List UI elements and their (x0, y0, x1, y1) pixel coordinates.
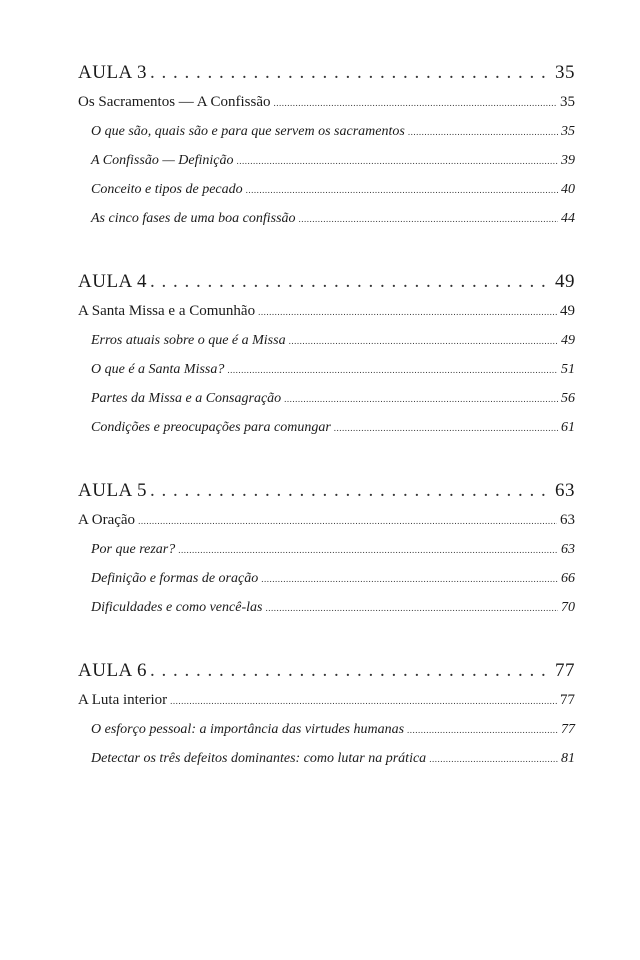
toc-aula-heading (78, 476, 575, 506)
toc-topic-label: Por que rezar? (91, 542, 176, 557)
toc-page-number: 81 (561, 751, 575, 766)
toc-leader-dots (274, 89, 558, 118)
toc-leader-dots (261, 565, 558, 594)
toc-topic (78, 593, 575, 622)
toc-aula-label: AULA 6 (78, 660, 147, 681)
toc-topic (78, 744, 575, 773)
toc-topic (78, 355, 575, 384)
toc-chapter (78, 88, 575, 117)
toc-page-number: 70 (561, 600, 575, 615)
toc-topic-label: A Confissão — Definição (91, 153, 234, 168)
toc-chapter-label: Os Sacramentos — A Confissão (78, 94, 271, 110)
toc-page-number: 49 (561, 333, 575, 348)
toc-leader-dots (407, 716, 558, 745)
toc-topic-label: O que são, quais são e para que servem os sacramentos (91, 124, 405, 139)
toc-aula-heading (78, 58, 575, 88)
toc-topic-label: Definição e formas de oração (91, 571, 259, 586)
toc-page-number: 63 (561, 542, 575, 557)
toc-leader-dots (289, 327, 558, 356)
toc-page-number: 77 (555, 660, 575, 681)
toc-page-number: 63 (560, 512, 575, 528)
toc-topic (78, 413, 575, 442)
toc-topic (78, 204, 575, 233)
toc-page-number: 51 (561, 362, 575, 377)
toc-page-number: 66 (561, 571, 575, 586)
toc-leader-dots (246, 176, 558, 205)
toc-page-number: 63 (555, 480, 575, 501)
toc-leader-dots (150, 476, 552, 506)
toc-topic (78, 564, 575, 593)
toc-leader-dots (284, 385, 558, 414)
toc-topic (78, 326, 575, 355)
toc-page-number: 77 (560, 692, 575, 708)
toc-topic-label: Conceito e tipos de pecado (91, 182, 243, 197)
toc-topic (78, 384, 575, 413)
toc-leader-dots (150, 267, 552, 297)
toc-leader-dots (408, 118, 558, 147)
toc-aula-label: AULA 5 (78, 480, 147, 501)
toc-page-number: 61 (561, 420, 575, 435)
toc-leader-dots (265, 594, 558, 623)
toc-aula-label: AULA 4 (78, 271, 147, 292)
toc-chapter-label: A Oração (78, 512, 136, 528)
toc-leader-dots (138, 507, 557, 536)
toc-topic-label: O esforço pessoal: a importância das virtudes humanas (91, 722, 405, 737)
table-of-contents (78, 58, 575, 807)
toc-page-number: 77 (561, 722, 575, 737)
toc-section-aula-6 (78, 656, 575, 773)
toc-topic-label: Partes da Missa e a Consagração (91, 391, 282, 406)
toc-aula-heading (78, 656, 575, 686)
toc-topic (78, 146, 575, 175)
toc-leader-dots (170, 687, 557, 716)
toc-topic (78, 715, 575, 744)
toc-page-number: 56 (561, 391, 575, 406)
toc-aula-heading (78, 267, 575, 297)
toc-topic-label: Detectar os três defeitos dominantes: como lutar na prática (91, 751, 427, 766)
toc-aula-label: AULA 3 (78, 62, 147, 83)
toc-topic (78, 535, 575, 564)
toc-topic-label: Erros atuais sobre o que é a Missa (91, 333, 286, 348)
toc-leader-dots (258, 298, 557, 327)
toc-leader-dots (150, 58, 552, 88)
toc-section-aula-4 (78, 267, 575, 442)
toc-page-number: 35 (560, 94, 575, 110)
toc-leader-dots (236, 147, 558, 176)
toc-chapter (78, 686, 575, 715)
toc-page-number: 44 (561, 211, 575, 226)
toc-leader-dots (178, 536, 558, 565)
toc-topic-label: As cinco fases de uma boa confissão (91, 211, 296, 226)
toc-topic (78, 175, 575, 204)
toc-topic-label: Dificuldades e como vencê-las (91, 600, 263, 615)
toc-leader-dots (299, 205, 558, 234)
toc-topic (78, 117, 575, 146)
toc-page-number: 35 (555, 62, 575, 83)
toc-leader-dots (334, 414, 558, 443)
toc-page-number: 40 (561, 182, 575, 197)
toc-leader-dots (150, 656, 552, 686)
toc-page-number: 49 (555, 271, 575, 292)
toc-topic-label: O que é a Santa Missa? (91, 362, 225, 377)
toc-leader-dots (429, 745, 558, 774)
toc-chapter-label: A Luta interior (78, 692, 168, 708)
toc-page-number: 49 (560, 303, 575, 319)
toc-section-aula-3 (78, 58, 575, 233)
toc-page-number: 39 (561, 153, 575, 168)
toc-page-number: 35 (561, 124, 575, 139)
toc-chapter-label: A Santa Missa e a Comunhão (78, 303, 256, 319)
toc-section-aula-5 (78, 476, 575, 622)
toc-leader-dots (227, 356, 558, 385)
toc-chapter (78, 297, 575, 326)
toc-chapter (78, 506, 575, 535)
toc-topic-label: Condições e preocupações para comungar (91, 420, 331, 435)
